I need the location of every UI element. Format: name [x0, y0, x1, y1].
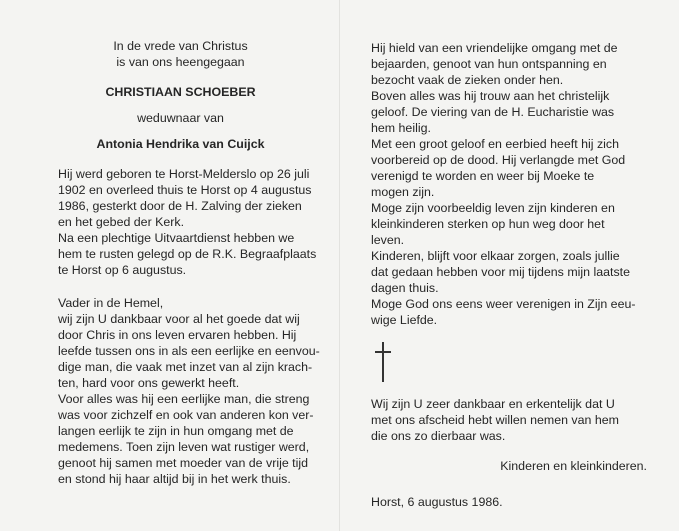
- signoff: Kinderen en kleinkinderen.: [500, 459, 647, 473]
- text-line: Vader in de Hemel,: [58, 296, 164, 310]
- text-line: medemens. Toen zijn leven wat rustiger werd,: [58, 440, 310, 454]
- spouse-name: Antonia Hendrika van Cuijck: [96, 137, 265, 151]
- text-line: leven.: [371, 233, 405, 247]
- text-line: bejaarden, genoot van hun ontspanning en: [371, 57, 607, 71]
- text-line: Met een groot geloof en eerbied heeft hij zich: [371, 137, 619, 151]
- text-line: bezocht vaak de zieken onder hen.: [371, 73, 564, 87]
- intro: [58, 38, 303, 70]
- right-page: [371, 40, 647, 510]
- text-line: genoot hij samen met moeder van de vrije tijd: [58, 456, 309, 470]
- text-line: langen eerlijk te zijn in hun omgang met de: [58, 424, 294, 438]
- text-line: Boven alles was hij trouw aan het christelijk: [371, 89, 610, 103]
- left-page: [58, 38, 320, 487]
- text-line: mogen zijn.: [371, 185, 435, 199]
- intro-line: In de vrede van Christus: [113, 39, 248, 53]
- text-line: Na een plechtige Uitvaartdienst hebben we: [58, 231, 295, 245]
- life-paragraph: [371, 40, 647, 328]
- text-line: wige Liefde.: [371, 313, 438, 327]
- text-line: dagen thuis.: [371, 281, 439, 295]
- text-line: kleinkinderen sterken op hun weg door het: [371, 217, 605, 231]
- text-line: verenigd te worden en weer bij Moeke te: [371, 169, 595, 183]
- text-line: en het gebed der Kerk.: [58, 215, 185, 229]
- text-line: leefde tussen ons in als een eerlijke en eenvou-: [58, 344, 320, 358]
- prayer-paragraph: [58, 295, 320, 487]
- card-fold: [339, 0, 340, 531]
- text-line: met ons afscheid hebt willen nemen van hem: [371, 413, 619, 427]
- text-line: wij zijn U dankbaar voor al het goede dat wij: [58, 312, 300, 326]
- text-line: Moge God ons eens weer verenigen in Zijn eeu-: [371, 297, 636, 311]
- intro-line: is van ons heengegaan: [116, 55, 245, 69]
- text-line: Kinderen, blijft voor elkaar zorgen, zoals jullie: [371, 249, 620, 263]
- widower-label: weduwnaar van: [137, 111, 224, 125]
- text-line: te Horst op 6 augustus.: [58, 263, 187, 277]
- text-line: voorbereid op de dood. Hij verlangde met God: [371, 153, 626, 167]
- text-line: en stond hij haar altijd bij in het werk thuis.: [58, 472, 291, 486]
- text-line: dat gedaan hebben voor mij tijdens mijn laatste: [371, 265, 630, 279]
- deceased-name: CHRISTIAAN SCHOEBER: [105, 85, 256, 99]
- text-line: Voor alles was hij een eerlijke man, die streng: [58, 392, 310, 406]
- place-date: Horst, 6 augustus 1986.: [371, 495, 503, 509]
- text-line: was voor zichzelf en ook van anderen kon ver-: [58, 408, 314, 422]
- text-line: hem heilig.: [371, 121, 431, 135]
- text-line: ten, hard voor ons gewerkt heeft.: [58, 376, 240, 390]
- text-line: 1986, gesterkt door de H. Zalving der zieken: [58, 199, 302, 213]
- text-line: Wij zijn U zeer dankbaar en erkentelijk dat U: [371, 397, 615, 411]
- text-line: die ons zo dierbaar was.: [371, 429, 506, 443]
- text-line: door Chris in ons leven ervaren hebben. Hij: [58, 328, 297, 342]
- cross-icon: [375, 342, 395, 382]
- text-line: dige man, die vaak met inzet van al zijn krach-: [58, 360, 313, 374]
- text-line: Hij hield van een vriendelijke omgang met de: [371, 41, 618, 55]
- thanks-paragraph: [371, 396, 647, 444]
- text-line: geloof. De viering van de H. Eucharistie was: [371, 105, 615, 119]
- text-line: Hij werd geboren te Horst-Melderslo op 26 juli: [58, 167, 310, 181]
- text-line: Moge zijn voorbeeldig leven zijn kinderen en: [371, 201, 615, 215]
- text-line: 1902 en overleed thuis te Horst op 4 augustus: [58, 183, 312, 197]
- birth-death-paragraph: [58, 166, 317, 278]
- text-line: hem te rusten gelegd op de R.K. Begraafplaats: [58, 247, 317, 261]
